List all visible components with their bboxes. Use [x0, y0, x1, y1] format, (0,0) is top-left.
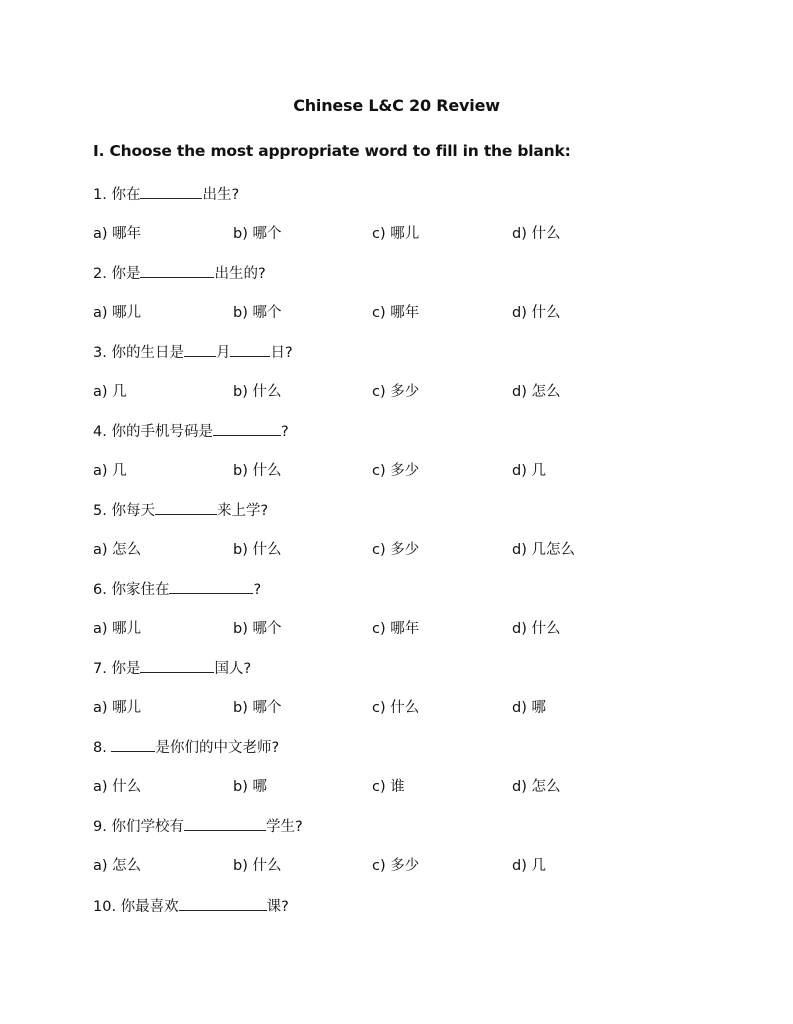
option-d: d) 怎么 [512, 384, 561, 400]
option-c: c) 什么 [372, 700, 420, 716]
option-a: a) 怎么 [93, 542, 142, 558]
page-title: Chinese L&C 20 Review [293, 96, 500, 115]
question-text-pre: 3. 你的生日是 [93, 345, 184, 361]
question-text-post: 出生的? [214, 266, 266, 282]
answer-blank [140, 184, 202, 199]
question-9 [93, 816, 303, 837]
question-text-post: ? [253, 582, 262, 598]
answer-blank [184, 342, 216, 357]
question-text-post: 学生? [265, 819, 303, 835]
option-a: a) 哪儿 [93, 700, 142, 716]
options-row-5 [93, 540, 693, 560]
question-text-post: 来上学? [216, 503, 269, 519]
option-a: a) 怎么 [93, 858, 142, 874]
section-instruction: I. Choose the most appropriate word to fill in the blank: [93, 142, 571, 160]
question-text-pre: 6. 你家住在 [93, 582, 170, 598]
option-b: b) 什么 [233, 858, 282, 874]
question-6 [93, 579, 261, 600]
answer-blank [184, 816, 266, 831]
question-text-pre: 4. 你的手机号码是 [93, 424, 213, 440]
question-text-post: 日? [270, 345, 293, 361]
option-d: d) 怎么 [512, 779, 561, 795]
answer-blank [179, 896, 267, 911]
option-c: c) 多少 [372, 384, 420, 400]
option-d: d) 几 [512, 463, 546, 479]
option-b: b) 哪个 [233, 226, 282, 242]
answer-blank [230, 342, 270, 357]
option-b: b) 哪 [233, 779, 267, 795]
question-text-post: 国人? [214, 661, 252, 677]
option-c: c) 多少 [372, 463, 420, 479]
question-2 [93, 263, 266, 284]
question-text-post: 是你们的中文老师? [155, 740, 280, 756]
options-row-9 [93, 856, 693, 876]
option-c: c) 多少 [372, 542, 420, 558]
options-row-2 [93, 303, 693, 323]
option-d: d) 几怎么 [512, 542, 575, 558]
option-d: d) 什么 [512, 305, 561, 321]
question-text-post: 出生? [202, 187, 240, 203]
question-10 [93, 896, 289, 917]
answer-blank [213, 421, 281, 436]
question-text-pre: 8. [93, 740, 112, 756]
question-text-pre: 7. 你是 [93, 661, 141, 677]
option-c: c) 哪年 [372, 621, 420, 637]
question-text-mid: 月 [215, 345, 231, 361]
option-c: c) 哪年 [372, 305, 420, 321]
question-4 [93, 421, 289, 442]
option-d: d) 几 [512, 858, 546, 874]
question-8 [93, 737, 279, 758]
option-c: c) 多少 [372, 858, 420, 874]
question-text-pre: 1. 你在 [93, 187, 141, 203]
option-b: b) 哪个 [233, 621, 282, 637]
option-b: b) 哪个 [233, 700, 282, 716]
answer-blank [140, 263, 214, 278]
option-b: b) 什么 [233, 542, 282, 558]
option-a: a) 哪儿 [93, 305, 142, 321]
question-3 [93, 342, 293, 363]
option-a: a) 哪儿 [93, 621, 142, 637]
question-text-pre: 9. 你们学校有 [93, 819, 184, 835]
question-5 [93, 500, 268, 521]
option-b: b) 什么 [233, 384, 282, 400]
question-text-post: 课? [266, 899, 289, 915]
option-a: a) 哪年 [93, 226, 142, 242]
question-7 [93, 658, 251, 679]
option-c: c) 谁 [372, 779, 405, 795]
option-b: b) 什么 [233, 463, 282, 479]
answer-blank [140, 658, 214, 673]
option-a: a) 几 [93, 384, 127, 400]
options-row-7 [93, 698, 693, 718]
options-row-8 [93, 777, 693, 797]
question-1 [93, 184, 239, 205]
option-b: b) 哪个 [233, 305, 282, 321]
option-c: c) 哪儿 [372, 226, 420, 242]
question-text-pre: 2. 你是 [93, 266, 141, 282]
options-row-4 [93, 461, 693, 481]
options-row-6 [93, 619, 693, 639]
option-a: a) 什么 [93, 779, 142, 795]
options-row-3 [93, 382, 693, 402]
option-d: d) 哪 [512, 700, 546, 716]
question-text-pre: 5. 你每天 [93, 503, 155, 519]
option-a: a) 几 [93, 463, 127, 479]
option-d: d) 什么 [512, 621, 561, 637]
option-d: d) 什么 [512, 226, 561, 242]
question-text-pre: 10. 你最喜欢 [93, 899, 179, 915]
answer-blank [169, 579, 253, 594]
question-text-post: ? [280, 424, 289, 440]
answer-blank [111, 737, 155, 752]
answer-blank [155, 500, 217, 515]
options-row-1 [93, 224, 693, 244]
